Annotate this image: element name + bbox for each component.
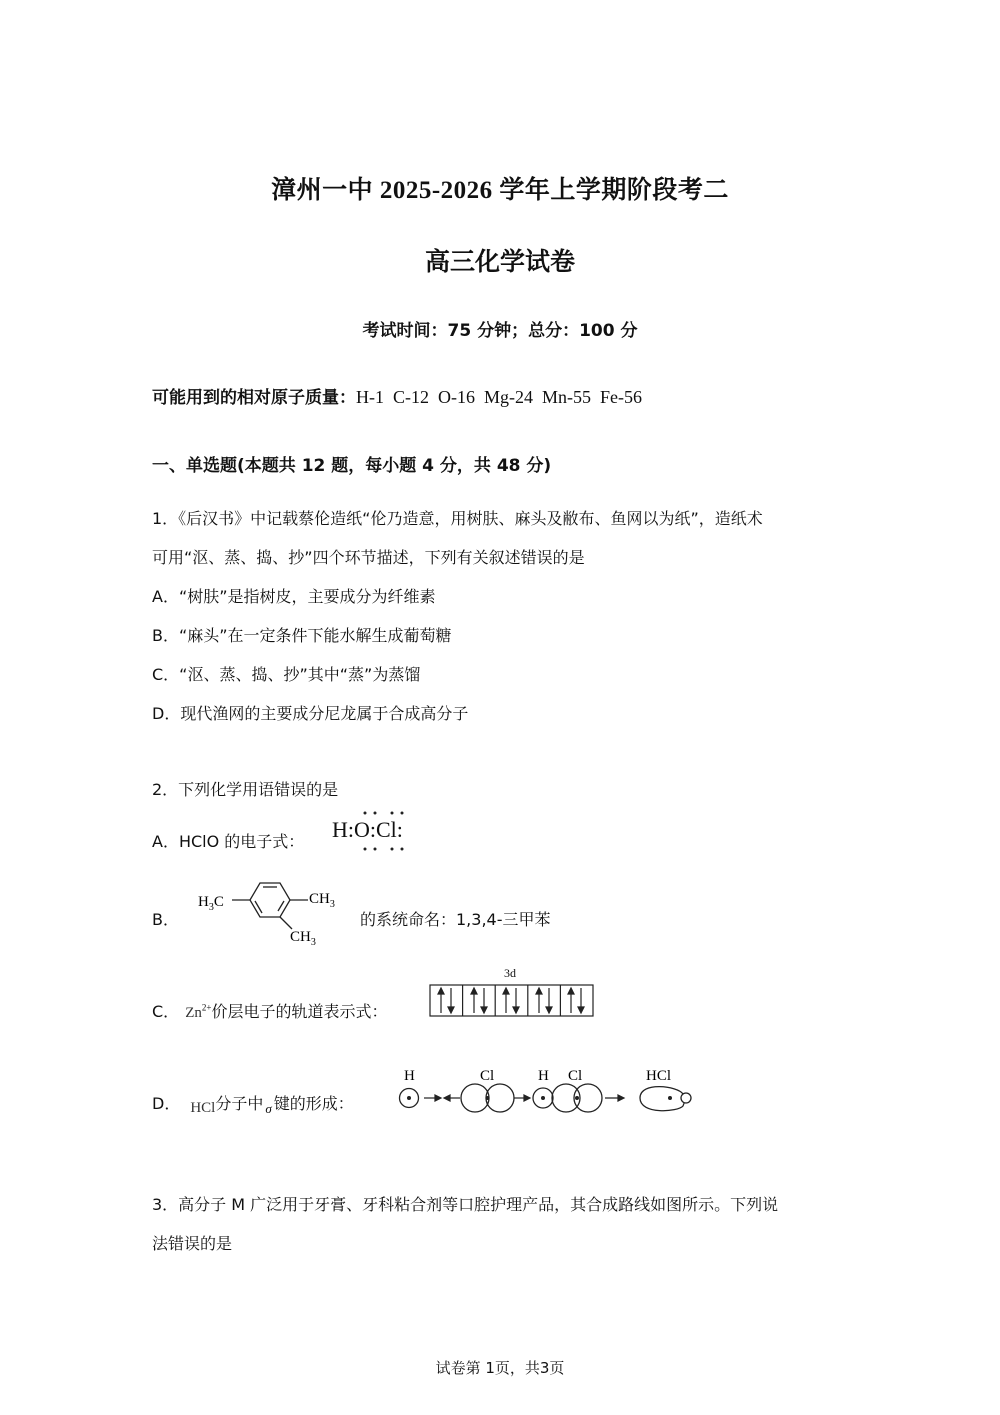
atom-label-cl1: Cl — [480, 1068, 495, 1084]
q1-stem-line1: 1．《后汉书》中记载蔡伦造纸“伦乃造意，用树肤、麻头及敝布、鱼网以为纸”，造纸术 — [152, 509, 763, 528]
sigma-symbol: σ — [265, 1101, 272, 1116]
orbital-3d-label: 3d — [504, 966, 516, 980]
orbital-diagram — [428, 983, 596, 1019]
exam-subtitle: 高三化学试卷 — [424, 247, 575, 276]
methyl-label-ch3-right: $CH_3$ — [309, 891, 335, 910]
page-footer: 试卷第 1页，共3页 — [435, 1359, 565, 1377]
zn-charge: 2+ — [201, 1002, 212, 1013]
q2-option-d-line — [152, 1091, 354, 1114]
q2-option-d-label: D． — [152, 1094, 181, 1113]
hclo-electron-formula — [330, 808, 420, 854]
zn-ion: Zn — [185, 1005, 202, 1021]
atomic-mass-label: 可能用到的相对原子质量： — [152, 388, 356, 408]
q1-option-b: B．“麻头”在一定条件下能水解生成葡萄糖 — [152, 626, 452, 645]
atomic-mass-line — [152, 383, 642, 408]
atom-label-h1: H — [404, 1068, 415, 1084]
q3-stem-line2: 法错误的是 — [152, 1234, 233, 1253]
methyl-label-h3c: $H_3C$ — [198, 894, 224, 913]
exam-title: 漳州一中 2025-2026 学年上学期阶段考二 — [271, 177, 729, 204]
q3-stem-line1: 3．高分子 M 广泛用于牙膏、牙科粘合剂等口腔护理产品，其合成路线如图所示。下列说 — [152, 1195, 779, 1214]
section-heading: 一、单选题(本题共 12 题，每小题 4 分，共 48 分) — [152, 456, 552, 476]
q2-option-b-text: 的系统命名：1,3,4-三甲苯 — [360, 910, 551, 929]
sigma-bond-formation-diagram — [394, 1064, 699, 1118]
q2-option-c-label: C． — [152, 1002, 180, 1021]
q2-option-d-text1: 分子中 — [215, 1094, 264, 1113]
q1-option-d: D．现代渔网的主要成分尼龙属于合成高分子 — [152, 704, 469, 723]
exam-info: 考试时间：75 分钟；总分：100 分 — [362, 321, 638, 341]
hclo-formula-text: H:O:Cl: — [332, 817, 403, 842]
trimethylbenzene-structure — [196, 872, 356, 948]
q2-option-a-label: A．HClO 的电子式： — [152, 832, 305, 851]
lone-pair-dots — [330, 808, 420, 854]
atom-label-h2: H — [538, 1068, 549, 1084]
q2-option-d-text2: 键的形成： — [273, 1094, 354, 1113]
atom-label-hcl: HCl — [646, 1068, 672, 1084]
q2-option-c-text: 价层电子的轨道表示式： — [211, 1002, 388, 1021]
atom-label-cl2: Cl — [568, 1068, 583, 1084]
q1-option-a: A．“树肤”是指树皮，主要成分为纤维素 — [152, 587, 436, 606]
q1-stem-line2: 可用“沤、蒸、捣、抄”四个环节描述，下列有关叙述错误的是 — [152, 548, 585, 567]
methyl-label-ch3-bottom: $CH_3$ — [290, 929, 316, 948]
atomic-mass-values: H-1 C-12 O-16 Mg-24 Mn-55 Fe-56 — [356, 387, 642, 407]
q2-option-c-line — [152, 999, 387, 1022]
q2-option-b-label: B． — [152, 910, 179, 929]
q2-stem: 2．下列化学用语错误的是 — [152, 780, 339, 799]
hcl-formula: HCl — [190, 1100, 216, 1116]
q1-option-c: C．“沤、蒸、捣、抄”其中“蒸”为蒸馏 — [152, 665, 421, 684]
